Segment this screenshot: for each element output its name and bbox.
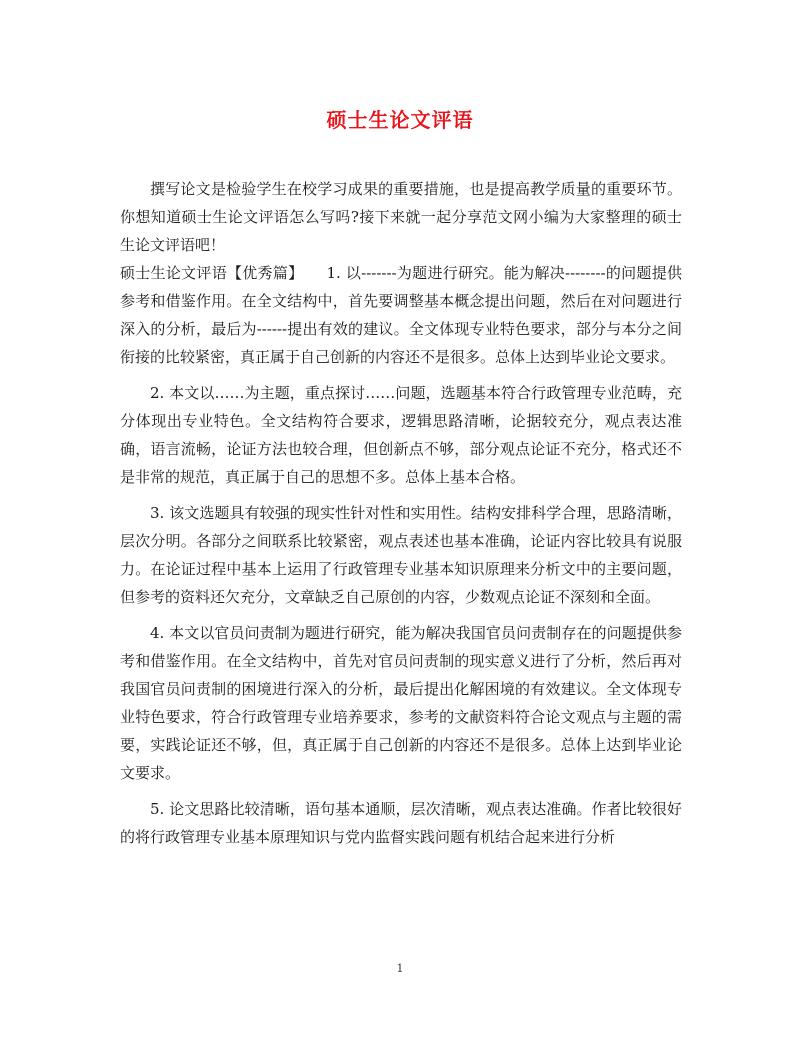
comment-paragraph-3: 3. 该文选题具有较强的现实性针对性和实用性。结构安排科学合理，思路清晰，层次分明。各部分之间联系比较紧密，观点表述也基本准确，论证内容比较具有说服力。在论证过程中基本上运用了行政管理专业基本知识原理来分析文中的主要问题，但参考的资料还欠充分，文章缺乏自己原创的内容，少数观点论证不深刻和全面。 (120, 504, 682, 606)
document-body (120, 175, 682, 851)
page-number: 1 (396, 962, 404, 975)
comment-paragraph-2: 2. 本文以……为主题，重点探讨……问题，选题基本符合行政管理专业范畴，充分体现出专业特色。全文结构符合要求，逻辑思路清晰，论据较充分，观点表达准确，语言流畅，论证方法也较合理，但创新点不够，部分观点论证不充分，格式还不是非常的规范，真正属于自己的思想不多。总体上基本合格。 (120, 384, 682, 486)
intro-paragraph: 撰写论文是检验学生在校学习成果的重要措施，也是提高教学质量的重要环节。你想知道硕士生论文评语怎么写吗?接下来就一起分享范文网小编为大家整理的硕士生论文评语吧！ (120, 180, 682, 254)
excellent-section-paragraph: 硕士生论文评语【优秀篇】 1. 以-------为题进行研究。能为解决--------的问题提供参考和借鉴作用。在全文结构中，首先要调整基本概念提出问题，然后在对问题进行深入的分析，最后为------提出有效的建议。全文体现专业特色要求，部分与本分之间衔接的比较紧密，真正属于自己创新的内容还不是很多。总体上达到毕业论文要求。 (120, 264, 682, 366)
comment-paragraph-5: 5. 论文思路比较清晰，语句基本通顺，层次清晰，观点表达准确。作者比较很好的将行政管理专业基本原理知识与党内监督实践问题有机结合起来进行分析 (120, 800, 682, 846)
comment-paragraph-4: 4. 本文以官员问责制为题进行研究，能为解决我国官员问责制存在的问题提供参考和借鉴作用。在全文结构中，首先对官员问责制的现实意义进行了分析，然后再对我国官员问责制的困境进行深入的分析，最后提出化解困境的有效建议。全文体现专业特色要求，符合行政管理专业培养要求，参考的文献资料符合论文观点与主题的需要，实践论证还不够，但，真正属于自己创新的内容还不是很多。总体上达到毕业论文要求。 (120, 624, 682, 782)
document-title: 硕士生论文评语 (326, 108, 474, 132)
